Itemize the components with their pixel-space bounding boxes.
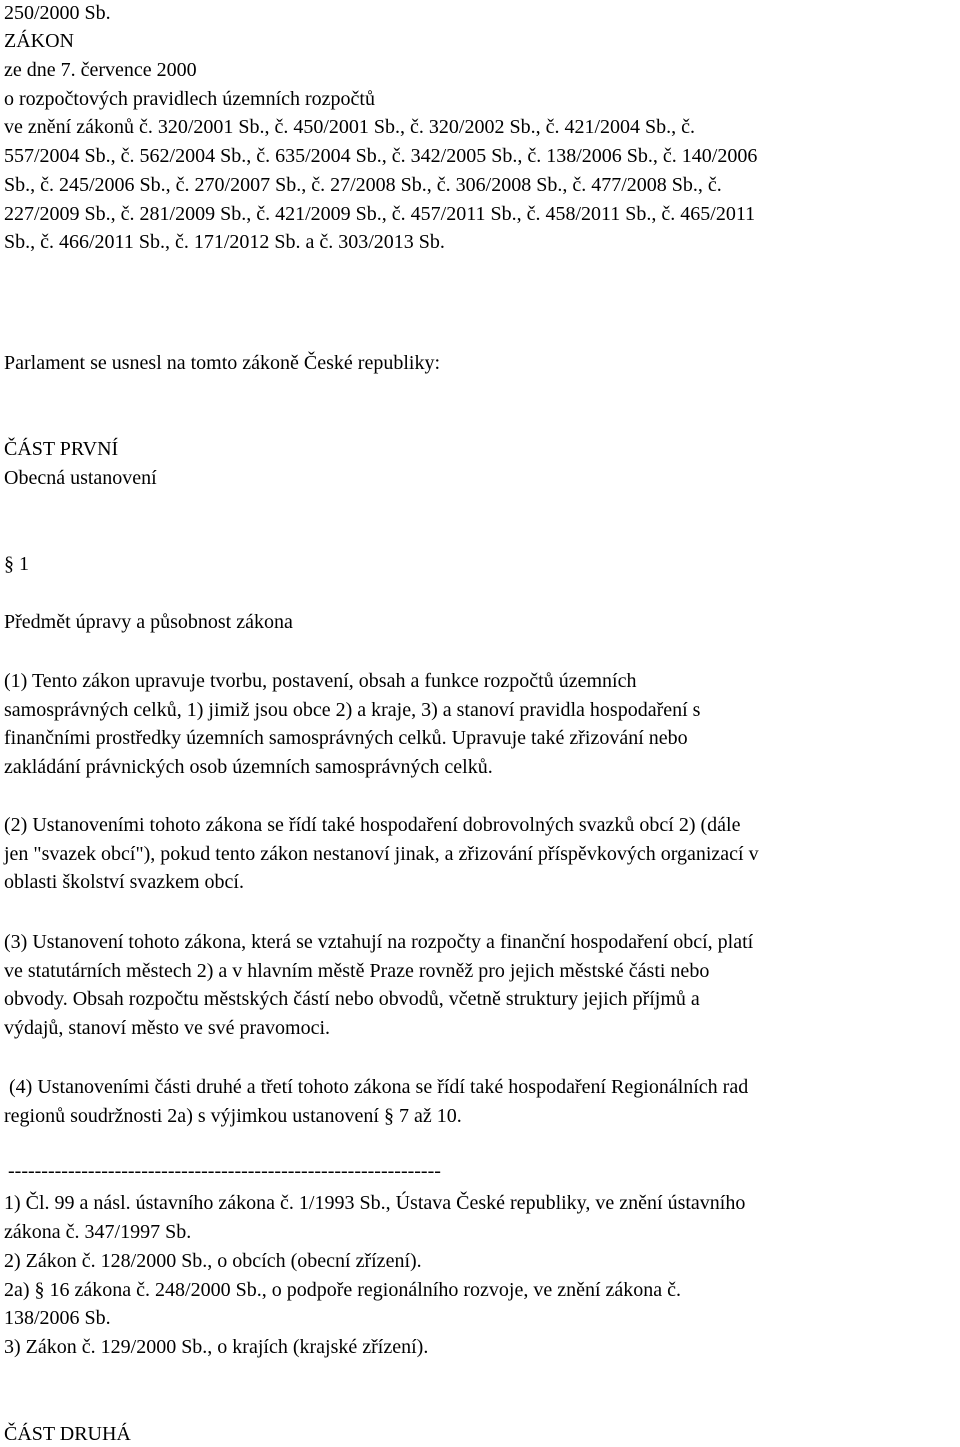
law-title: o rozpočtových pravidlech územních rozpočtů <box>4 88 375 110</box>
paragraph-line: (4) Ustanoveními části druhé a třetí tohoto zákona se řídí také hospodaření Regionálních rad <box>4 1076 749 1098</box>
paragraph-line: finančními prostředky územních samosprávných celků. Upravuje také zřizování nebo <box>4 727 688 749</box>
preamble: Parlament se usnesl na tomto zákoně České republiky: <box>4 352 441 374</box>
law-date: ze dne 7. července 2000 <box>4 59 197 81</box>
footnote-line: zákona č. 347/1997 Sb. <box>4 1221 192 1243</box>
paragraph-line: jen "svazek obcí"), pokud tento zákon nestanoví jinak, a zřizování příspěvkových organizací v <box>4 843 759 865</box>
paragraph-line: (1) Tento zákon upravuje tvorbu, postavení, obsah a funkce rozpočtů územních <box>4 670 637 692</box>
footnote-line: 138/2006 Sb. <box>4 1307 111 1329</box>
paragraph-line: samosprávných celků, 1) jimiž jsou obce 2) a kraje, 3) a stanoví pravidla hospodaření s <box>4 699 701 721</box>
amendments-line: 227/2009 Sb., č. 281/2009 Sb., č. 421/2009 Sb., č. 457/2011 Sb., č. 458/2011 Sb., č. 465/2011 <box>4 203 756 225</box>
paragraph-line: obvody. Obsah rozpočtu městských částí nebo obvodů, včetně struktury jejich příjmů a <box>4 988 700 1010</box>
paragraph-line: ve statutárních městech 2) a v hlavním městě Praze rovněž pro jejich městské části nebo <box>4 960 710 982</box>
paragraph-line: oblasti školství svazkem obcí. <box>4 871 244 893</box>
footnote-line: 1) Čl. 99 a násl. ústavního zákona č. 1/1993 Sb., Ústava České republiky, ve znění ústavního <box>4 1192 746 1214</box>
amendments-line: Sb., č. 466/2011 Sb., č. 171/2012 Sb. a č. 303/2013 Sb. <box>4 231 445 253</box>
part-title: ČÁST DRUHÁ <box>4 1423 131 1445</box>
paragraph-line: výdajů, stanoví město ve své pravomoci. <box>4 1017 331 1039</box>
amendments-line: 557/2004 Sb., č. 562/2004 Sb., č. 635/2004 Sb., č. 342/2005 Sb., č. 138/2006 Sb., č. 140/2006 <box>4 145 758 167</box>
footnote-line: 2a) § 16 zákona č. 248/2000 Sb., o podpoře regionálního rozvoje, ve znění zákona č. <box>4 1279 682 1301</box>
law-number: 250/2000 Sb. <box>4 2 111 24</box>
part-subtitle: Obecná ustanovení <box>4 467 157 489</box>
section-number: § 1 <box>4 553 29 575</box>
part-title: ČÁST PRVNÍ <box>4 438 119 460</box>
amendments-line: Sb., č. 245/2006 Sb., č. 270/2007 Sb., č. 27/2008 Sb., č. 306/2008 Sb., č. 477/2008 Sb., č. <box>4 174 722 196</box>
amendments-line: ve znění zákonů č. 320/2001 Sb., č. 450/2001 Sb., č. 320/2002 Sb., č. 421/2004 Sb., č. <box>4 116 696 138</box>
footnote-separator: ----------------------------------------------------------------- <box>8 1160 441 1182</box>
paragraph-line: zakládání právnických osob územních samosprávných celků. <box>4 756 493 778</box>
footnote-line: 2) Zákon č. 128/2000 Sb., o obcích (obecní zřízení). <box>4 1250 422 1272</box>
law-type: ZÁKON <box>4 30 74 52</box>
footnote-line: 3) Zákon č. 129/2000 Sb., o krajích (krajské zřízení). <box>4 1336 429 1358</box>
section-title: Předmět úpravy a působnost zákona <box>4 611 293 633</box>
paragraph-line: (3) Ustanovení tohoto zákona, která se vztahují na rozpočty a finanční hospodaření obcí, platí <box>4 931 754 953</box>
paragraph-line: regionů soudržnosti 2a) s výjimkou ustanovení § 7 až 10. <box>4 1105 462 1127</box>
paragraph-line: (2) Ustanoveními tohoto zákona se řídí také hospodaření dobrovolných svazků obcí 2) (dále <box>4 814 741 836</box>
